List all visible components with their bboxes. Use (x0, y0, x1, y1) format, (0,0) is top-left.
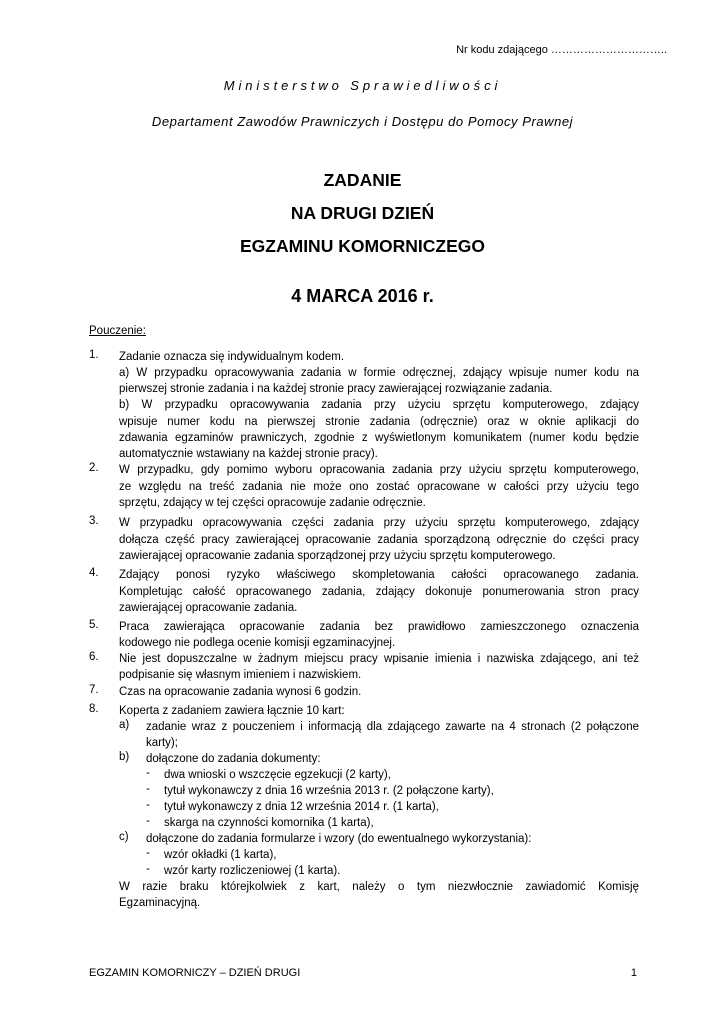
title-line-1: ZADANIE (323, 170, 402, 190)
item-line: Nie jest dopuszczalne w żadnym miejscu pracy wpisanie imienia i nazwiska zdającego, ani też (119, 653, 639, 665)
item-number: 6. (89, 651, 99, 663)
dash-item: tytuł wykonawczy z dnia 16 września 2013 r. (2 połączone karty), (164, 785, 494, 797)
dash-bullet: - (146, 767, 150, 779)
ministry-name: Ministerstwo Sprawiedliwości (223, 78, 502, 93)
exam-date: 4 MARCA 2016 r. (291, 286, 434, 306)
item-line: W przypadku opracowywania części zadania przy użyciu sprzętu komputerowego, zdający (119, 517, 639, 529)
dash-bullet: - (146, 783, 150, 795)
item-line: Koperta z zadaniem zawiera łącznie 10 kart: (119, 705, 345, 717)
closing-line: Egzaminacyjną. (119, 897, 201, 909)
item-1b-line: automatycznie wstawiany na każdej stronie pracy). (119, 448, 378, 460)
item-line: sprzętu, zdający w tej części opracowuje zadanie odręcznie. (119, 497, 426, 509)
item-line: Czas na opracowanie zadania wynosi 6 godzin. (119, 686, 362, 698)
title-line-3: EGZAMINU KOMORNICZEGO (240, 236, 485, 256)
sub-a-line: zadanie wraz z pouczeniem i informacją dla zdającego zawarte na 4 stronach (2 połączone (146, 721, 639, 733)
item-line: Praca zawierająca opracowanie zadania bez prawidłowo zamieszczonego oznaczenia (119, 621, 639, 633)
item-line: Zdający ponosi ryzyko właściwego skompletowania całości opracowanego zadania. (119, 569, 639, 581)
dash-item: wzór okładki (1 karta), (164, 849, 277, 861)
dash-bullet: - (146, 863, 150, 875)
sub-b-text: dołączone do zadania dokumenty: (146, 753, 321, 765)
dash-item: tytuł wykonawczy z dnia 12 września 2014 r. (1 karta), (164, 801, 439, 813)
item-1a-line: a) W przypadku opracowywania zadania w formie odręcznej, zdający wpisuje numer kodu na (119, 367, 639, 379)
sub-c-text: dołączone do zadania formularze i wzory (do ewentualnego wykorzystania): (146, 833, 532, 845)
dash-item: skarga na czynności komornika (1 karta), (164, 817, 374, 829)
item-number: 5. (89, 619, 99, 631)
item-number: 7. (89, 684, 99, 696)
item-line: ze względu na treść zadania nie może ono zostać opracowane w całości przy użyciu tego (119, 480, 639, 493)
sub-label-b: b) (119, 751, 130, 763)
item-1b-line: wpisuje numer kodu na pierwszej stronie zadania (odręcznie) oraz w oknie aplikacji do (119, 415, 639, 428)
item-number: 8. (89, 703, 99, 715)
dash-item: dwa wnioski o wszczęcie egzekucji (2 karty), (164, 769, 391, 781)
item-line: W przypadku, gdy pomimo wyboru opracowania zadania przy użyciu sprzętu komputerowego, (119, 464, 639, 476)
item-number: 4. (89, 567, 99, 579)
sub-label-a: a) (119, 719, 130, 731)
instructions-heading: Pouczenie: (89, 325, 146, 337)
item-1a-line: pierwszej stronie zadania i na każdej stronie pracy zawierającej rozwiązanie zadania. (119, 383, 553, 395)
department-name: Departament Zawodów Prawniczych i Dostępu do Pomocy Prawnej (151, 114, 574, 129)
item-line: zawierającej opracowanie zadania. (119, 602, 298, 614)
sub-label-c: c) (119, 831, 129, 843)
closing-line: W razie braku którejkolwiek z kart, należy o tym niezwłocznie zawiadomić Komisję (119, 881, 639, 893)
item-line: Zadanie oznacza się indywidualnym kodem. (119, 351, 345, 363)
item-number: 2. (89, 462, 99, 474)
dash-bullet: - (146, 799, 150, 811)
dash-item: wzór karty rozliczeniowej (1 karta). (164, 865, 341, 877)
item-line: podpisanie się własnym imieniem i nazwiskiem. (119, 669, 362, 681)
footer-title: EGZAMIN KOMORNICZY – DZIEŃ DRUGI (89, 967, 301, 979)
title-line-2: NA DRUGI DZIEŃ (290, 203, 435, 223)
dash-bullet: - (146, 847, 150, 859)
code-number-line: Nr kodu zdającego ………………………….. (456, 44, 667, 56)
item-line: kodowego nie podlega ocenie komisji egzaminacyjnej. (119, 637, 396, 649)
item-1b-line: b) W przypadku opracowywania zadania przy użyciu sprzętu komputerowego, zdający (119, 399, 639, 411)
page-number: 1 (630, 967, 637, 979)
dash-bullet: - (146, 815, 150, 827)
item-number: 3. (89, 515, 99, 527)
item-line: dołącza część pracy zawierającej opracowanie zadania sporządzoną odręcznie do części pracy (119, 533, 639, 546)
item-line: Kompletując całość opracowanego zadania, zdający dokonuje ponumerowania stron pracy (119, 585, 639, 598)
item-1b-line: zdawania egzaminów prawniczych, zgodnie z wyświetlonym komunikatem (numer kodu będzie (119, 432, 639, 445)
sub-a-line: karty); (146, 737, 178, 749)
item-number: 1. (89, 349, 99, 361)
item-line: zawierającej opracowanie zadania sporządzonej przy użyciu sprzętu komputerowego. (119, 550, 556, 562)
